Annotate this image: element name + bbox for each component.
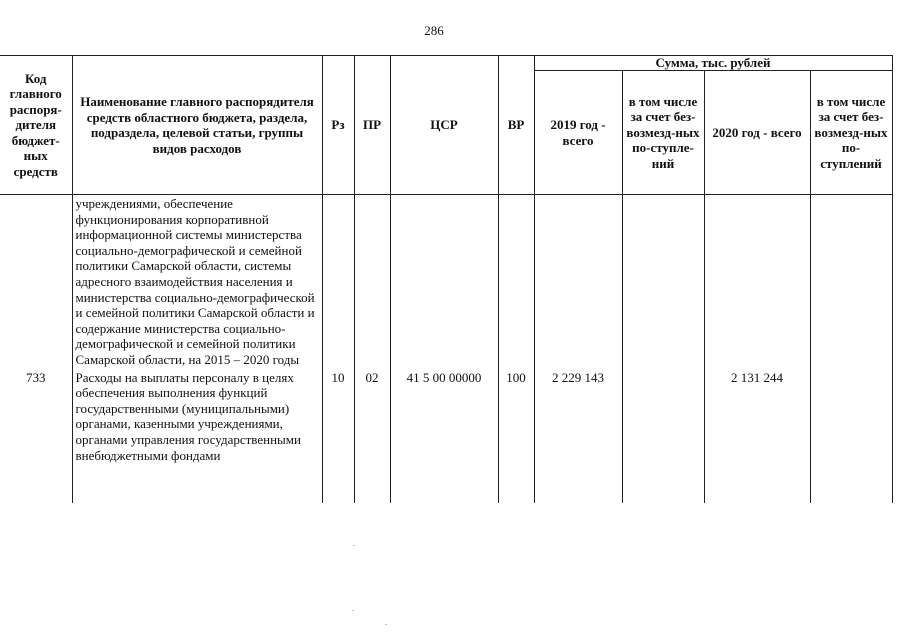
header-2020-total: 2020 год - всего [704,71,810,195]
row-2019-grants [622,195,704,368]
table-header [0,56,892,195]
table-row-spacer [0,463,892,503]
table-row [0,195,892,368]
row-2019-total: 2 229 143 [534,368,622,464]
table-body [0,195,892,504]
budget-table [0,55,893,503]
header-2019-total: 2019 год - всего [534,71,622,195]
header-2020-grants: в том числе за счет без-возмезд-ных по-ступлений [810,71,892,195]
page-number: 286 [424,23,444,38]
row-pr [354,195,390,368]
row-csr: 41 5 00 00000 [390,368,498,464]
header-rz: Рз [322,56,354,195]
scan-speck [353,545,355,546]
row-rz: 10 [322,368,354,464]
header-vr: ВР [498,56,534,195]
header-name: Наименование главного распорядителя средств областного бюджета, раздела, подраздела, целевой статьи, группы видов расходов [72,56,322,195]
row-code [0,195,72,368]
row-rz [322,195,354,368]
table-row [0,368,892,464]
row-2020-total: 2 131 244 [704,368,810,464]
row-2020-total [704,195,810,368]
row-vr: 100 [498,368,534,464]
header-csr: ЦСР [390,56,498,195]
row-csr [390,195,498,368]
header-code: Код главного распоря-дителя бюджет-ных средств [0,56,72,195]
row-name: Расходы на выплаты персоналу в целях обеспечения выполнения функций государственными (муниципальными) органами, казенными учреждениями, органами управления государственными внебюджетными фондами [72,368,322,464]
header-2019-grants: в том числе за счет без-возмезд-ных по-ступле-ний [622,71,704,195]
row-2019-total [534,195,622,368]
row-pr: 02 [354,368,390,464]
scan-speck [385,624,387,625]
row-name: учреждениями, обеспечение функционирования корпоративной информационной системы министерства социально-демографической и семейной политики Самарской области, системы адресного взаимодействия населения и министерства социально-демографической и семейной политики Самарской области и содержание министерства социально-демографической и семейной политики Самарской области, на 2015 – 2020 годы [72,195,322,368]
row-2020-grants [810,368,892,464]
row-2019-grants [622,368,704,464]
header-sum-group: Сумма, тыс. рублей [534,56,892,71]
row-2020-grants [810,195,892,368]
scan-speck [352,610,354,611]
header-pr: ПР [354,56,390,195]
row-vr [498,195,534,368]
row-code: 733 [0,368,72,464]
